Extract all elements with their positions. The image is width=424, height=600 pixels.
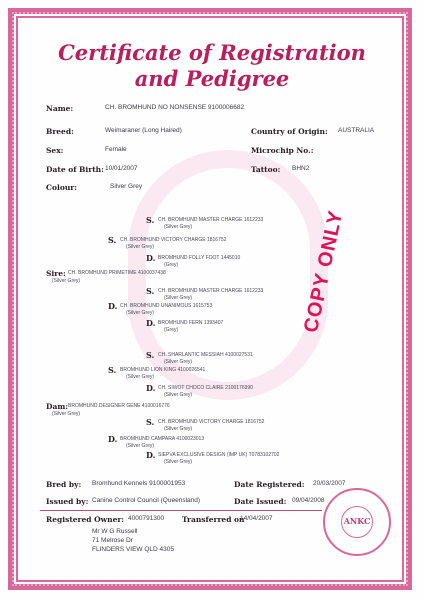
sire-s-d-colour: (Grey) <box>164 262 179 268</box>
sire-s-s-marker: S. <box>146 215 155 225</box>
dam-s-d-colour: (Silver Grey) <box>164 392 193 398</box>
dam-d-marker: D. <box>108 434 118 444</box>
country-value: AUSTRALIA <box>338 127 375 134</box>
sire-d-s-marker: S. <box>146 286 155 296</box>
colour-label: Colour: <box>46 183 77 192</box>
dam-s-colour: (Silver Grey) <box>126 374 155 380</box>
breed-label: Breed: <box>46 127 74 136</box>
sire-d-s-colour: (Silver Grey) <box>164 295 193 301</box>
dam-d-d-marker: D. <box>146 450 156 460</box>
sire-name: CH. BROMHUND PRIMETIME 4100037438 <box>68 270 166 276</box>
sire-d-name: CH. BROMHUND UNANIMOUS 1615753 <box>120 303 213 309</box>
sire-s-d-marker: D. <box>146 253 156 263</box>
divider-line <box>40 510 322 511</box>
sire-d-d-marker: D. <box>146 318 156 328</box>
dam-d-s-name: CH. BROMHUND VICTORY CHARGE 1816752 <box>158 419 265 425</box>
date-issued-value: 09/04/2008 <box>292 497 325 504</box>
ankc-seal <box>323 488 391 556</box>
tattoo-label: Tattoo: <box>251 165 281 174</box>
owner-number: 4000791300 <box>128 515 165 522</box>
dam-s-marker: S. <box>108 365 117 375</box>
sire-s-s-colour: (Silver Grey) <box>164 224 193 230</box>
microchip-label: Microchip No.: <box>251 146 314 155</box>
date-registered-value: 20/03/2007 <box>313 480 346 487</box>
registered-owner-label: Registered Owner: <box>46 515 125 524</box>
dam-name: BROMHUND DESIGNER GENE 4100016776 <box>68 403 170 409</box>
dam-s-s-marker: S. <box>146 350 155 360</box>
sire-colour: (Silver Grey) <box>52 278 81 284</box>
owner-address-line1: 71 Melrose Dr <box>92 537 133 544</box>
owner-name: Mr W G Russell <box>92 528 138 535</box>
date-registered-label: Date Registered: <box>234 480 305 489</box>
sire-s-name: CH. BROMHUND VICTORY CHARGE 1816752 <box>120 237 227 243</box>
name-label: Name: <box>46 104 74 113</box>
sire-s-colour: (Silver Grey) <box>126 244 155 250</box>
owner-address-line2: FLINDERS VIEW QLD 4305 <box>92 546 174 553</box>
dam-d-s-marker: S. <box>146 417 155 427</box>
dam-s-s-colour: (Silver Grey) <box>164 359 193 365</box>
copy-only-stamp: COPY ONLY <box>300 208 348 335</box>
sire-d-colour: (Silver Grey) <box>126 310 155 316</box>
transferred-on-label: Transferred on <box>182 515 245 524</box>
sex-value: Female <box>105 146 127 153</box>
sire-d-s-name: CH. BROMHUND MASTER CHARGE 1612233 <box>158 288 264 294</box>
dam-d-d-colour: (Silver Grey) <box>164 459 193 465</box>
dam-s-d-name: CH. SIWOT CHOCO CLAIRE 2100176990 <box>158 385 253 391</box>
certificate-subtitle: and Pedigree <box>134 66 290 91</box>
sire-label: Sire: <box>46 269 66 278</box>
issued-by-label: Issued by: <box>46 497 89 506</box>
dam-s-d-marker: D. <box>146 383 156 393</box>
dam-label: Dam: <box>46 402 69 411</box>
seal-text: ANKC <box>343 516 371 526</box>
dam-d-colour: (Silver Grey) <box>126 443 155 449</box>
transfer-date: 14/04/2007 <box>240 515 273 522</box>
colour-value: Silver Grey <box>110 183 143 190</box>
dam-s-s-name: CH. SHARLANTIC MESSIAH 4100027531 <box>158 352 253 358</box>
sire-s-marker: S. <box>108 235 117 245</box>
tattoo-value: BHN2 <box>292 165 310 172</box>
sex-label: Sex: <box>46 146 64 155</box>
sire-s-d-name: BROMHUND FOLLY FOOT 1445010 <box>158 255 241 261</box>
sire-s-s-name: CH. BROMHUND MASTER CHARGE 1612233 <box>158 217 264 223</box>
certificate-title: Certificate of Registration <box>58 40 366 65</box>
bred-by-value: Bromhund Kennels 9100001953 <box>92 480 186 487</box>
dam-s-name: BROMHUND LION KING 4100026541 <box>120 367 206 373</box>
sire-d-d-colour: (Grey) <box>164 327 179 333</box>
dob-value: 10/01/2007 <box>105 165 138 172</box>
country-label: Country of Origin: <box>251 127 328 136</box>
date-issued-label: Date Issued: <box>234 497 287 506</box>
breed-value: Weimaraner (Long Haired) <box>105 127 182 134</box>
bred-by-label: Bred by: <box>46 480 82 489</box>
issued-by-value: Canine Control Council (Queensland) <box>92 497 201 504</box>
dam-d-d-name: SIEPVA EXCLUSIVE DESIGN (IMP UK) T0783102702 <box>158 452 280 458</box>
dog-name: CH. BROMHUND NO NONSENSE 9100006682 <box>105 104 245 111</box>
dam-colour: (Silver Grey) <box>52 411 81 417</box>
sire-d-marker: D. <box>108 301 118 311</box>
sire-d-d-name: BROMHUND FERN 1393407 <box>158 320 224 326</box>
dam-d-s-colour: (Silver Grey) <box>164 426 193 432</box>
dob-label: Date of Birth: <box>46 165 104 174</box>
dam-d-name: BROMHUND CAMPARA 4100023013 <box>120 436 205 442</box>
